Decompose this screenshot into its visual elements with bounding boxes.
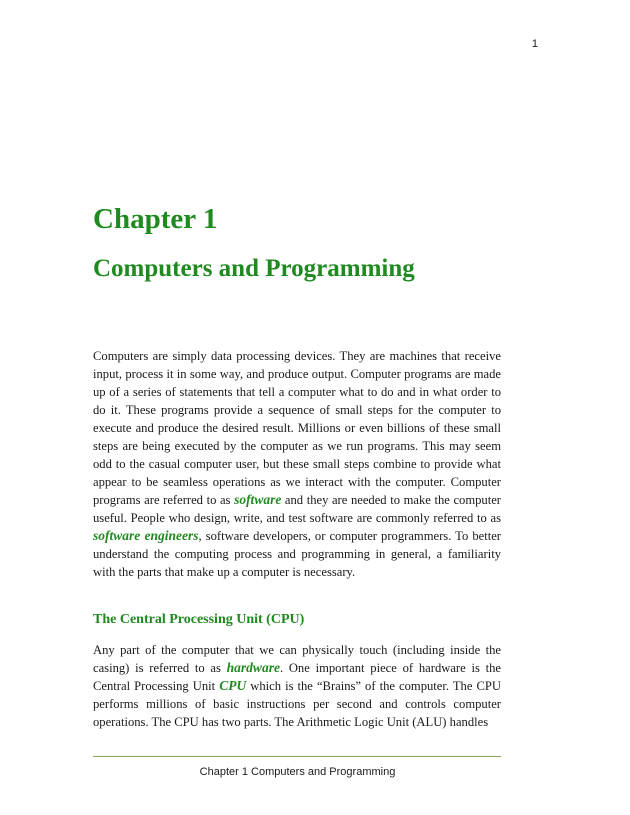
term-software-engineers: software engineers xyxy=(93,528,199,543)
paragraph-text: , software developers, or computer programmers. To better understand the computing process and programming in general, a familiarity with the parts that make up a computer is necessary. xyxy=(93,529,501,579)
page-number: 1 xyxy=(531,38,538,50)
footer-divider xyxy=(93,756,501,757)
chapter-title: Chapter 1 xyxy=(93,203,218,235)
cpu-paragraph xyxy=(93,641,501,731)
term-software: software xyxy=(234,492,282,507)
paragraph-text: . One important piece of hardware is the Central Processing Unit xyxy=(93,661,501,693)
paragraph-text: which is the “Brains” of the computer. The CPU performs millions of basic instructions per second and controls computer operations. The CPU has two parts. The Arithmetic Logic Unit (ALU) handles xyxy=(93,679,501,729)
term-hardware: hardware xyxy=(226,660,280,675)
footer-text: Chapter 1 Computers and Programming xyxy=(199,766,396,778)
intro-paragraph xyxy=(93,347,501,581)
term-cpu: CPU xyxy=(219,678,247,693)
paragraph-text: and they are needed to make the computer useful. People who design, write, and test software are commonly referred to as xyxy=(93,493,501,525)
paragraph-text: Computers are simply data processing devices. They are machines that receive input, process it in some way, and produce output. Computer programs are made up of a series of statements that tell a computer what to do and in what order to do it. These programs provide a sequence of small steps for the computer to execute and produce the desired result. Millions or even billions of these small steps are being executed by the computer as we run programs. This may seem odd to the casual computer user, but these small steps combine to provide what appear to be seamless operations as we interact with the computer. Computer programs are referred to as xyxy=(93,349,501,507)
chapter-subtitle: Computers and Programming xyxy=(93,255,415,282)
section-heading: The Central Processing Unit (CPU) xyxy=(93,612,305,627)
paragraph-text: Any part of the computer that we can physically touch (including inside the casing) is referred to as xyxy=(93,643,501,675)
